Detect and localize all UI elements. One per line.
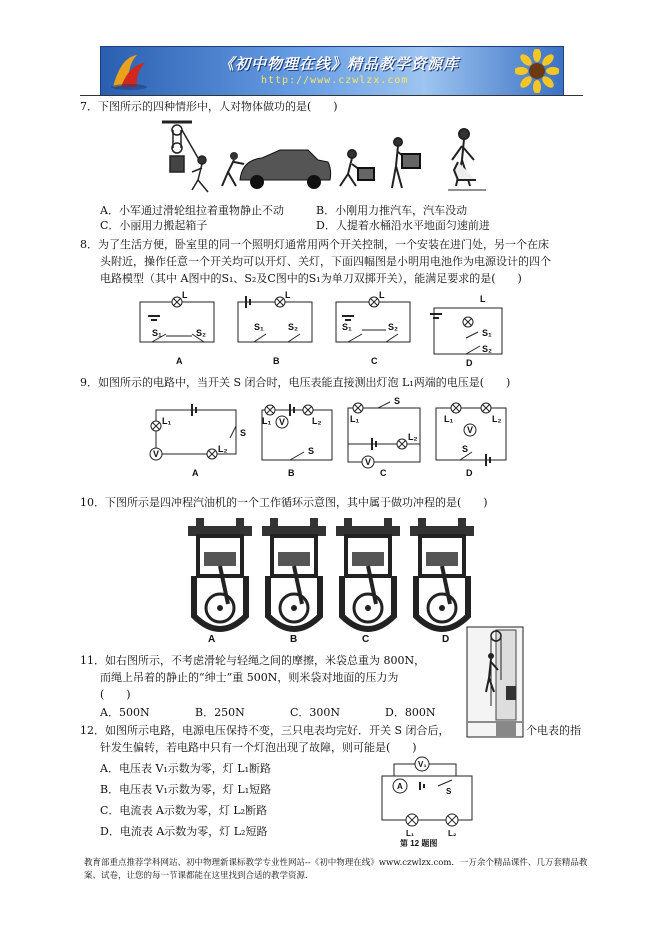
q7-stem: 7．下图所示的四种情形中，人对物体做功的是( ) <box>80 100 338 113</box>
q12-option-c: C．电流表 A示数为零，灯 L₂断路 <box>100 804 268 817</box>
q7-option-b: B．小刚用力推汽车，汽车没动 <box>316 204 468 217</box>
q8-label-b: B <box>273 356 280 366</box>
page-footer: 教育部重点推荐学科网站、初中物理新课标教学专业性网站--《初中物理在线》www.czwlzx.com．一万余个精品课件、几万套精品教案、试卷，让您的每一节课都能在这里找到合适的教学资源． <box>84 858 588 881</box>
q8-a-lamp-label: L <box>182 290 188 300</box>
q9-a-voltmeter-label: V <box>153 449 160 459</box>
q9-label-b: B <box>288 468 295 478</box>
banner-title: 《初中物理在线》精品教学资源库 <box>219 55 460 73</box>
q12-stem-line-1: 12．如图所示电路，电源电压保持不变，三只电表均完好．开关 S 闭合后， <box>80 724 450 737</box>
q12-ammeter-label: A <box>397 782 403 791</box>
q8-d-s2-label: S₂ <box>482 344 493 354</box>
q9-c-l1-label: L₁ <box>350 414 360 424</box>
q7-option-d: D．人提着水桶沿水平地面匀速前进 <box>316 219 490 232</box>
q8-stem-line-1: 8．为了生活方便，卧室里的同一个照明灯通常用两个开关控制，一个安装在进门处，另一个在床 <box>80 238 549 251</box>
q9-figure <box>140 396 520 480</box>
q8-a-s1-label: S₁ <box>152 328 162 338</box>
q10-label-b: B <box>290 634 298 644</box>
carry-bucket-scene-icon <box>448 129 486 190</box>
q12-figure <box>376 752 486 848</box>
q12-option-d: D．电流表 A示数为零，灯 L₂短路 <box>100 825 268 838</box>
q9-c-switch-label: S <box>394 396 401 406</box>
q9-a-switch-label: S <box>240 428 247 438</box>
q12-v1-label: V₁ <box>418 760 427 769</box>
q10-stem: 10．下图所示是四冲程汽油机的一个工作循环示意图，其中属于做功冲程的是( ) <box>80 496 488 509</box>
q10-label-c: C <box>362 634 370 644</box>
engine-stroke-b <box>262 518 326 629</box>
engine-stroke-c <box>336 518 400 629</box>
q11-stem-line-1: 11．如右图所示，不考虑滑轮与轻绳之间的摩擦，米袋总重为 800N， <box>80 654 426 667</box>
q9-d-l2-label: L₂ <box>492 414 502 424</box>
q11-stem-line-3: ( ) <box>100 688 131 701</box>
q8-c-s1-label: S₁ <box>342 322 352 332</box>
q11-stem-line-2: 而绳上吊着的静止的“绅士”重 500N，则米袋对地面的压力为 <box>100 671 399 684</box>
q9-c-voltmeter-label: V <box>365 457 372 467</box>
q9-c-l2-label: L₂ <box>408 432 418 442</box>
q12-switch-label: S <box>446 787 452 796</box>
q8-b-s2-label: S₂ <box>288 322 299 332</box>
q8-c-lamp-label: L <box>379 290 385 300</box>
q8-stem-line-3: 电路模型（其中 A图中的S₁、S₂及C图中的S₁为单刀双掷开关），能满足要求的是( ) <box>100 272 522 285</box>
lift-box-scene-icon <box>340 138 420 188</box>
q7-option-c: C．小丽用力搬起箱子 <box>100 219 208 232</box>
q9-label-c: C <box>380 468 387 478</box>
q12-l1-label: L₁ <box>406 829 415 838</box>
push-car-scene-icon <box>222 150 331 189</box>
q10-figure <box>186 516 476 644</box>
q9-d-l1-label: L₁ <box>444 414 454 424</box>
gentleman-icon <box>488 653 494 659</box>
q8-figure <box>130 290 520 368</box>
q11-option-b: B．250N <box>195 706 245 719</box>
q8-circuit-c <box>336 297 410 342</box>
q8-b-lamp-label: L <box>285 290 291 300</box>
q11-option-a: A．500N <box>100 706 150 719</box>
q12-stem-line-2: 针发生偏转，若电路中只有一个灯泡出现了故障，则可能是( ) <box>100 741 417 754</box>
pulley-scene-icon <box>162 122 208 192</box>
sunflower-icon <box>515 49 559 93</box>
site-logo-icon <box>107 51 151 91</box>
q9-label-d: D <box>466 468 473 478</box>
q11-figure <box>466 626 524 738</box>
q8-label-d: D <box>466 358 473 368</box>
engine-stroke-d <box>410 518 474 629</box>
q9-stem: 9．如图所示的电路中，当开关 S 闭合时，电压表能直接测出灯泡 L₁两端的电压是( ) <box>80 376 511 389</box>
q10-label-a: A <box>208 634 216 644</box>
rice-bag-icon <box>506 686 516 700</box>
q7-figure <box>162 120 492 196</box>
q12-figure-caption: 第 12 题图 <box>400 839 438 848</box>
header-rule <box>80 95 583 96</box>
q9-b-switch-label: S <box>308 446 315 456</box>
q8-d-s1-label: S₁ <box>482 328 492 338</box>
q10-label-d: D <box>442 634 450 644</box>
q9-b-l1-label: L₁ <box>262 416 272 426</box>
q8-label-c: C <box>371 356 378 366</box>
q9-circuit-b <box>262 404 332 460</box>
q9-d-voltmeter-label: V <box>467 425 474 435</box>
q12-option-a: A．电压表 V₁示数为零，灯 L₁断路 <box>100 762 272 775</box>
q9-label-a: A <box>192 468 199 478</box>
q7-option-a: A．小军通过滑轮组拉着重物静止不动 <box>100 204 284 217</box>
q11-option-d: D．800N <box>385 706 436 719</box>
q8-label-a: A <box>176 356 183 366</box>
q8-c-s2-label: S₂ <box>388 322 399 332</box>
q9-b-l2-label: L₂ <box>312 416 322 426</box>
q12-stem-line-1-tail: 个电表的指 <box>526 724 581 737</box>
q12-option-b: B．电压表 V₁示数为零，灯 L₁短路 <box>100 783 272 796</box>
banner-url[interactable]: http://www.czwlzx.com <box>261 75 409 86</box>
engine-stroke-a <box>188 518 252 629</box>
q8-b-s1-label: S₁ <box>254 322 264 332</box>
q9-b-voltmeter-label: V <box>279 417 286 427</box>
q8-circuit-b <box>238 296 312 342</box>
q9-a-l2-label: L₂ <box>218 444 228 454</box>
q8-stem-line-2: 头附近，操作任意一个开关均可以开灯、关灯，下面四幅图是小明用电池作为电源设计的四个 <box>100 255 551 268</box>
q8-d-lamp-label: L <box>480 294 486 304</box>
q12-l2-label: L₂ <box>448 829 457 838</box>
q9-a-l1-label: L₁ <box>162 416 172 426</box>
q8-a-s2-label: S₂ <box>196 328 207 338</box>
q9-d-switch-label: S <box>462 444 469 454</box>
header-banner <box>100 46 564 96</box>
q11-option-c: C．300N <box>290 706 341 719</box>
